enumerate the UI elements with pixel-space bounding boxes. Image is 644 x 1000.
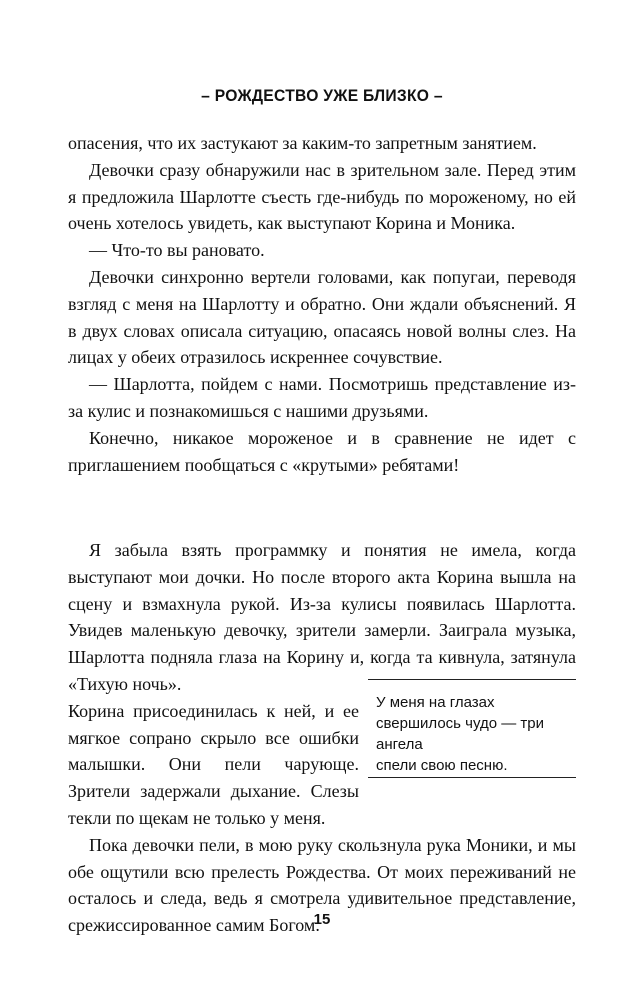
page-number: 15 (313, 911, 331, 928)
paragraph: Я забыла взять программку и понятия не имела, когда выступают мои дочки. Но после второго акта Корина вышла на сцену и взмахнула рукой. Из-за кулисы появилась Шарлотта. Увидев маленькую девочку, зрители замерли. Заиграла музыка, Шарлотта подняла глаза на Корину и, когда та кивнула, затянула «Тихую ночь». (68, 540, 576, 694)
paragraph: Пока девочки пели, в мою руку скользнула рука Моники, и мы обе ощутили всю прелесть Рождества. От моих переживаний не осталось и следа, ведь я смотрела удивительное представление, срежиссированное самим Богом. (68, 834, 576, 936)
pull-quote-text-end: спели свою песню. (376, 757, 508, 774)
paragraph: Девочки сразу обнаружили нас в зрительном зале. Перед этим я предложила Шарлотте съесть где-нибудь по мороженому, но ей очень хотелось увидеть, как выступают Корина и Моника. (68, 159, 576, 234)
dialogue-line: — Что-то вы рановато. (89, 240, 265, 261)
pull-quote-text: У меня на глазах свершилось чудо — три ангела (376, 694, 544, 753)
paragraph: Девочки синхронно вертели головами, как попугаи, переводя взгляд с меня на Шарлотту и обратно. Они ждали объяснений. Я в двух словах описала ситуацию, опасаясь новой волны слез. На лицах у обеих отразилось искреннее сочувствие. (68, 266, 576, 368)
paragraph-wrapped: Корина присоединилась к ней, и ее мягкое сопрано скрыло все ошибки малышки. Они пели чарующе. Зрители задержали дыхание. Слезы текли по щекам не только у меня. (68, 700, 359, 828)
paragraph: опасения, что их застукают за каким-то запретным занятием. (68, 133, 537, 153)
dialogue-line: — Шарлотта, пойдем с нами. Посмотришь представление из-за кулис и познакомишься с нашими друзьями. (68, 374, 576, 421)
running-head: – РОЖДЕСТВО УЖЕ БЛИЗКО – (201, 86, 443, 105)
pull-quote (368, 679, 576, 778)
paragraph: Конечно, никакое мороженое и в сравнение не идет с приглашением пообщаться с «крутыми» ребятами! (68, 427, 576, 475)
text-block-top (68, 130, 576, 478)
